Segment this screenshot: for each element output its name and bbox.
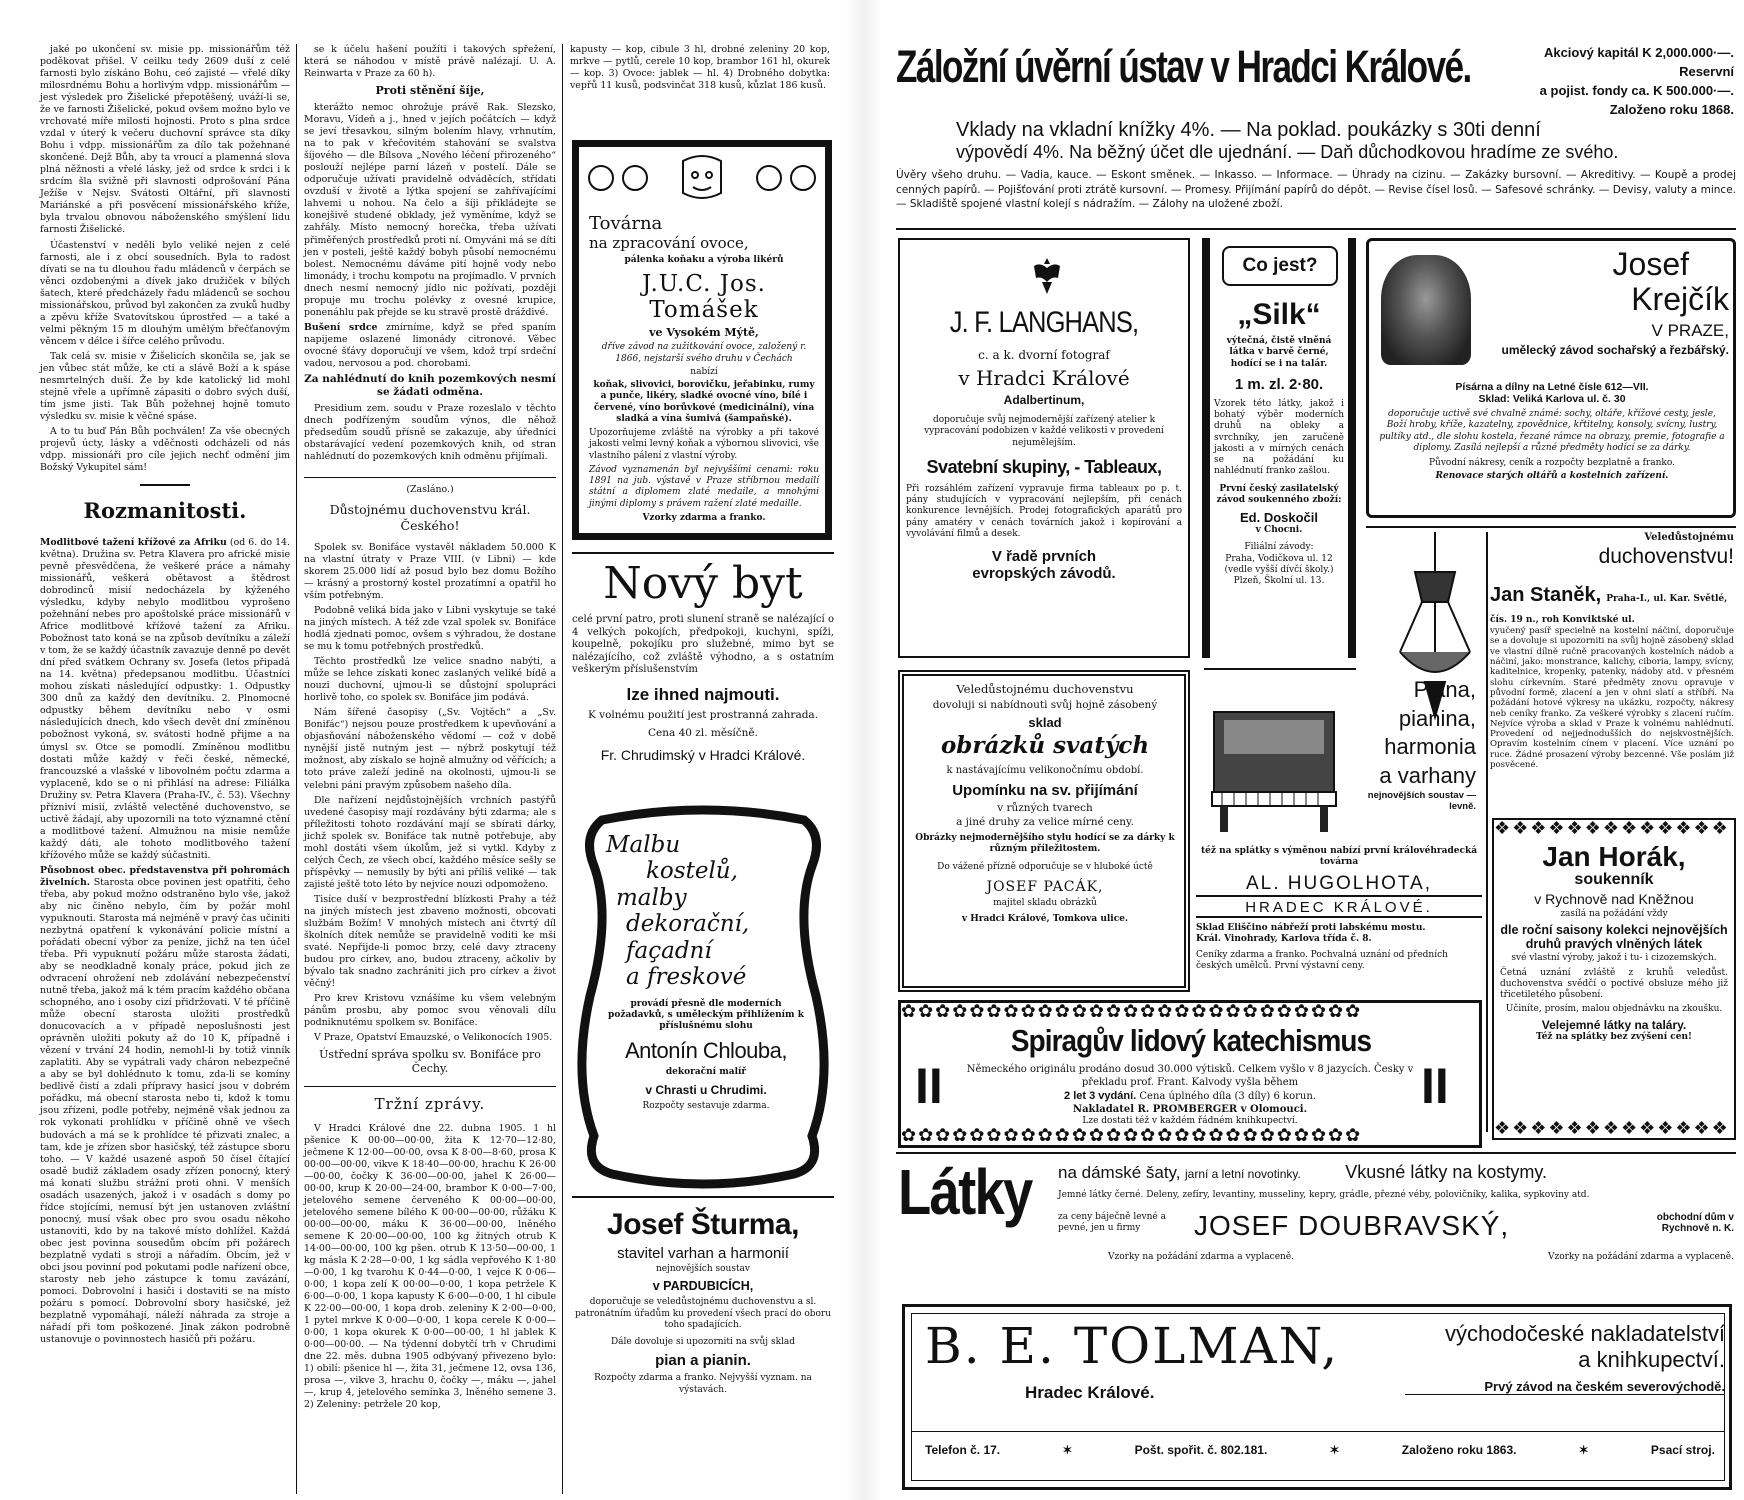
bank-title: Záložní úvěrní ústav v Hradci Králové.	[896, 41, 1471, 92]
ad-line: Učiníte, prosím, malou objednávku na zkoušku.	[1505, 1003, 1723, 1014]
ad-novy-byt	[572, 560, 834, 790]
ad-price: Cena 40 zl. měsíčně.	[648, 726, 758, 739]
column-rule	[562, 44, 563, 1494]
silk-question: Co jest?	[1222, 246, 1338, 286]
ad-line: obchodní dům v Rychnově n. K.	[1656, 1212, 1734, 1234]
ad-place: v PARDUBICÍCH,	[652, 1279, 754, 1294]
ad-line: sklad	[1028, 715, 1062, 730]
ad-place: v Chrasti u Chrudimi.	[645, 1082, 767, 1097]
article-text: Nám šířené časopisy („Sv. Vojtěch“ a „Sv. Bonifác“) nejsou pouze prostředkem k upevňování a objasňování náboženského vědomí — což v době nynější jistě nutným jest — nýbrž poskytují též možnost, aby získalo se hojně almužny od věřících; a toto práve zaleží jedině na okolnosti, ujmou-li se velebni páni pravým způsobem našeho díla.	[304, 707, 556, 791]
ornament-border: ❖❖❖❖❖❖❖❖❖❖❖❖❖	[1494, 818, 1730, 839]
ad-catalog: Původní nákresy, ceník a rozpočty bezplatně a franko.	[1429, 458, 1675, 468]
roman-numeral: II	[915, 1058, 943, 1114]
article-heading: Působnost obec. představenstva při pohromách živelních.	[40, 864, 290, 888]
ad-name: B. E. TOLMAN,	[925, 1317, 1340, 1375]
ad-street: Adalbertinum,	[1003, 393, 1085, 407]
ad-title: Továrna	[589, 213, 663, 234]
ad-line: pianina,	[1398, 705, 1476, 731]
ad-line: za ceny báječně levné a pevné, jen u firmy	[1058, 1212, 1166, 1234]
ornament-border	[585, 153, 819, 203]
ad-text: doporučuje uctivě své chvalně známé: sochy, oltáře, křížové cesty, jesle, Boží hroby, kříže, kazatelny, zpovědnice, křtitelny, konsoly, svícny, lustry, pultíky atd., dle slohu kostela, řezané rámce na obrazy, premie, fotografie a diplomy. Zasílá nejlepší a různé předměty hodící se za dárky.	[1379, 409, 1725, 453]
ad-line: Četná uznání zvláště z kruhů veledůst. duchovenstva svědčí o poctivé obsluze mého již třicetiletého působení.	[1500, 967, 1728, 1001]
article-text: Účastenství v neděli bylo veliké nejen z celé farnosti, ale i z obcí sousedních. Byla to radost dívati se na tu dlouhou řadu mládenců v čerpách se věnci ozdobenými a dívek jako družiček v bílých šatech, které předcházely řadu mládenců se sochou missionářskou, průvod byl zakončen za zvuků hudby a zpěvu kříže Svatovítskou úprostřed — a také a velmi pěkným 15 m dlouhým umělým břečťanovým věncem v délce i šířce celého průvodu.	[40, 239, 290, 347]
ad-role: dekorační malíř	[665, 1067, 747, 1078]
ad-title: Nový byt	[603, 558, 803, 609]
article-text: Tak celá sv. misie v Žišelicích skončila se, jak se jen vůbec stát může, ke cti a slávě Boží a k spáse nesmrtelných duší. Že by kde katolický lid mohl stejně vřele a upřímně zápasiti o dobro svých duší, tím jsme jisti. Tak Bůh požehnej hojně tomuto výsledku sv. misie k věčné spáse.	[40, 350, 290, 422]
ad-line: malby	[616, 884, 687, 911]
ad-line: Veledůstojnému	[1644, 532, 1734, 543]
ad-title: Látky	[898, 1156, 1032, 1228]
column-rule	[1486, 532, 1488, 1132]
ad-name: Krejčík	[1631, 281, 1729, 318]
ad-role: c. a k. dvorní fotograf	[978, 348, 1110, 362]
ad-name: Jan Horák,	[1542, 841, 1686, 872]
ad-role: stavitel varhan a harmonií	[617, 1245, 789, 1262]
ad-line: Do vážené přízně odporučuje se v hluboké úctě	[937, 861, 1153, 872]
article-text: Podobně veliká bída jako v Libni vyskytuje se také na jiných místech. A též zde vzal spolek sv. Bonifáce hodlá zjednati pomoc, ovšem s výhradou, že dostane se mu k tomu potřebných prostředků.	[304, 605, 556, 653]
ad-line: Piana,	[1413, 677, 1476, 702]
ad-line: pálenka koňaku a výroba likérů	[624, 255, 784, 265]
ad-groups: Svatební skupiny, - Tableaux,	[926, 456, 1162, 477]
ad-chlouba	[572, 806, 834, 1186]
article-text: Tisíce duší v bezprostřední blízkosti Prahy a též na jiných místech jest zbaveno možnosti, obcovati službám Božím! V mnohých místech ani čtvrtý díl školních dítek nemůže se pravidelně voditi ke mši svaté. Nepřijde-li pomoc brzy, celé davy ztraceny budou pro církev, ano, budou ztraceny, ačkoliv by bývalo tak snadno zachrániti jich pro církev a život věčný!	[304, 893, 556, 990]
ad-budget: Rozpočty sestavuje zdarma.	[642, 1100, 770, 1111]
market-title: Tržní zprávy.	[374, 1095, 486, 1114]
article-text: Těchto prostředků lze velice snadno nabýti, a může se lehce získati konec zaslaných veliké bídě a nouzi duchovní, ujmou-li se důstojní spolupráci horlivě toho, co spolek sv. Bonifáce jim podává.	[304, 656, 556, 704]
ad-address: Písárna a dílny na Letné čísle 612—VII.	[1455, 381, 1649, 393]
ad-city: V PRAZE,	[1651, 321, 1729, 341]
column-rule	[296, 44, 297, 1494]
ad-line: Vkusné látky na kostymy.	[1345, 1162, 1548, 1182]
bank-rates-line: výpovědí 4%. Na běžný účet dle ujednání. — Daň důchodkovou hradíme ze svého.	[956, 142, 1619, 162]
ad-products: koňak, slivovici, borovičku, jeřabinku, rumy a punče, likéry, sladké ovocné víno, bílé i červené, víno borůvkové (medicinální), vína sladká a vína šumivá (šampaňské).	[593, 380, 815, 424]
ad-text: celé první patro, proti slunení straně se nalézající o 4 velkých pokojích, předpokoji, kuchyni, spíži, koupelně, pokojíku pro služebné, mimo byt se nalézajícího, což zvláště výhodno, a s ostatním veškerým příslušenstvím	[572, 614, 834, 676]
ad-publisher: Nakladatel R. PROMBERGER v Olomouci.	[1072, 1104, 1308, 1116]
ad-line: Též na splátky bez zvýšení cen!	[1536, 1031, 1692, 1042]
ornament-border: ❖❖❖❖❖❖❖❖❖❖❖❖❖	[1494, 1118, 1730, 1139]
divider	[1366, 526, 1736, 528]
market-continued	[570, 44, 830, 106]
article-heading: Modlitbové tažení křížové za Afriku	[40, 536, 227, 548]
ad-products: pian a pianin.	[655, 1352, 751, 1370]
ad-line: Cena úplného díla (3 díly) 6 korun.	[1139, 1091, 1316, 1102]
bank-reserve: Reservní	[1679, 63, 1734, 79]
ad-line: zasílá na požádání vždy	[1560, 909, 1668, 920]
ornament-border: ✿✿✿✿✿✿✿✿✿✿✿✿✿✿✿✿✿✿✿✿✿✿✿✿✿✿✿	[901, 1001, 1363, 1022]
article-text: Pro krev Kristovu vznášíme ku všem velebným pánům prosbu, aby pomoc svou věnovali dílu podniknutému spolkem sv. Bonifáce.	[304, 993, 556, 1029]
ad-tolman	[902, 1304, 1732, 1490]
market-text: kapusty — kop, cibule 3 hl, drobné zeleniny 20 kop, mrkve — pytlů, cerele 10 kop, brambor 161 hl, okurek — kop. 3) Ovoce: jablek — hl. 4) Drobného dobytka: vepřů 11 kusů, podsvinčat 318 kusů, kůzlat 186 kusů.	[570, 44, 830, 92]
ad-place: ve Vysokém Mýtě,	[649, 326, 759, 340]
article-heading: Proti stěnění šíje,	[375, 84, 485, 98]
ad-line: Lze dostati též v každém řádném knihkupectví.	[1082, 1116, 1298, 1127]
ad-firm: První český zasilatelský závod soukenného zboží:	[1216, 483, 1342, 505]
ad-text: doporučuje svůj nejmodernější zařízený atelier k vypracování podobizen v každé velikosti v provedení nejumělejším.	[924, 415, 1164, 448]
article-heading: Bušení srdce	[304, 321, 378, 333]
zaslano-label: (Zasláno.)	[406, 483, 454, 495]
ad-desc: výtečná, čistě vlněná látka v barvě černé, hodící se i na talár.	[1226, 336, 1332, 369]
article-text: Spolek sv. Bonifáce vystavěl nákladem 50.000 K na vlastní útraty v Praze VIII. (v Libni) — kde skorem 25.000 lidí až posud bylo bez domu Božího — krásný a prostorný kostel prozatímní a opatřil ho vším potřebným.	[304, 541, 556, 602]
ad-line: Obrázky nejmodernějšího stylu hodící se za dárky k různým příležitostem.	[915, 833, 1175, 855]
ad-line: Prvý závod na českém severovýchodě.	[1405, 1379, 1725, 1395]
ad-line: Upomínku na sv. přijímání	[952, 782, 1138, 799]
ad-terms: též na splátky s výměnou nabízí první královéhradecká továrna	[1200, 846, 1478, 868]
ad-line: a jiné druhy za velice mírné ceny.	[956, 816, 1134, 828]
article-text: V Praze, Opatství Emauzské, o Velikonocích 1905.	[314, 1032, 553, 1044]
ad-name: Jan Staněk,	[1490, 584, 1602, 606]
divider	[304, 477, 556, 478]
divider	[1204, 668, 1356, 670]
ad-tomasek	[572, 140, 832, 540]
ad-since: dříve závod na zužitkování ovoce, založený r. 1866, nejstarší svého druhu v Čechách	[601, 342, 807, 364]
sculpture-image	[1381, 255, 1471, 365]
ad-line: své vlastní výroby, jakož i tu- i cizozemských.	[1511, 952, 1717, 963]
ad-cta: lze ihned najmouti.	[626, 684, 780, 704]
ad-factory: Král. Vinohrady, Karlova třída č. 8.	[1196, 933, 1372, 944]
ad-name: Josef	[1612, 246, 1689, 282]
ad-address: Praha-I., ul. Kar. Světlé, čís. 19 n., roh Konviktské ul.	[1490, 594, 1728, 625]
ad-line: Malbu	[606, 832, 681, 858]
ad-line: Jemné látky černé. Deleny, zefíry, levantiny, musseliny, kepry, grádle, přezné véby, polovičníky, kalika, sypkoviny atd.	[1058, 1190, 1590, 1200]
ad-price: 1 m. zl. 2·80.	[1234, 375, 1324, 393]
ad-line: 2 let 3 vydání.	[1064, 1090, 1137, 1102]
ad-subtitle: na zpracování ovoce,	[589, 234, 749, 252]
ad-name: Antonín Chlouba,	[624, 1038, 788, 1064]
ad-firm: JOSEF DOUBRAVSKÝ,	[1194, 1210, 1510, 1241]
ad-store: Sklad Eliščino nábřeží proti labskému mostu.	[1196, 922, 1426, 933]
ad-line: kostelů,	[646, 858, 738, 885]
ad-latky	[898, 1156, 1736, 1296]
ad-offers: nabízí	[690, 366, 718, 377]
eagle-emblem	[1030, 256, 1064, 296]
ad-garden: K volnému použití jest prostranná zahrada.	[587, 708, 819, 721]
ad-name2: Ed. Doskočil	[1239, 510, 1319, 525]
ad-newest: nejnovějších soustav — levně.	[1367, 790, 1476, 813]
ad-samples: Vzorky zdarma a franko.	[642, 512, 766, 523]
ad-line: Vzorky na požádání zdarma a vyplaceně.	[1108, 1252, 1295, 1262]
ad-sturma	[572, 1208, 834, 1490]
bank-capital: Akciový kapitál K 2,000.000·—.	[1543, 45, 1734, 60]
ad-city: v Chocni.	[1255, 525, 1303, 535]
ad-footer: Rozpočty zdarma a franko. Nejvyšší vyznam. na výstavách.	[594, 1373, 812, 1395]
divider	[896, 1152, 1736, 1154]
ad-line: na dámské šaty,	[1058, 1163, 1181, 1182]
ad-text: Vzorek této látky, jakož i bohatý výběr moderních druhů na obleky a svrchníky, jen zaručeně jakosti a v mírných cenách se na požádání ku nahlédnutí franko zašlou.	[1214, 398, 1344, 477]
ad-title: Spiragův lidový katechismus	[1010, 1023, 1372, 1058]
bank-services: Úvěry všeho druhu. — Vadia, kauce. — Eskont směnek. — Inkasso. — Informace. — Úhrady na cizinu. — Zakázky bursovní. — Akreditivy. — Koupě a prodej cenných papírů. — Pojišťování proti ztrátě kursovní. — Promesy. Přijímání papírů do dépôt. — Revise čísel losů. — Safesové schránky. — Devisy, valuty a mince. — Skladiště spojené vlastní kolejí s nádražím. — Zálohy na uložené zboží.	[896, 169, 1736, 211]
ad-line: a varhany	[1379, 762, 1476, 788]
article-text: se k účelu hašení použíti i takových spřežení, která se náhodou v místě právě nalézají. U. A. Reinwarta v Praze za 60 h).	[304, 44, 556, 80]
letter-title: Důstojnému duchovenstvu král. Českého!	[329, 501, 531, 533]
ad-line: harmonia	[1384, 734, 1476, 760]
divider	[304, 1086, 556, 1087]
bank-rates-line: Vklady na vkladní knížky 4%. — Na poklad. poukázky s 30ti denní	[956, 119, 1541, 141]
article-heading: Za nahlédnutí do knih pozemkových nesmí se žádati odměna.	[304, 372, 556, 399]
ad-place: v Hradci Králové	[958, 366, 1130, 390]
column-2	[304, 44, 556, 1494]
ad-city: v Rychnově nad Kněžnou	[1534, 891, 1694, 908]
ad-line: dekorační,	[626, 911, 750, 938]
divider	[572, 552, 834, 554]
ad-awards: Závod vyznamenán byl nejvyššími cenami: roku 1891 na jub. výstavě v Praze stříbrnou medailí státní a diplomem zlaté medaile, a mnohými jinými diplomy s právem ražení zlaté medaille.	[589, 464, 819, 509]
ad-line: dovoluji si nabídnouti svůj hojně zásobený	[932, 699, 1158, 711]
ad-text: vyučený pasíř specielně na kostelní náčiní, doporučuje se a dovoluje si upozorniti na svůj hojně zásobený sklad ve vlastní dílně ručně pracovaných kostelních nádob a náčiní, jako: monstrance, kalichy, ciboria, lampy, svícny, kaditelnice, kropenky, patenky, nádoby atd. v přesném slohu církevním. Staré předměty znovu opravuje v původní formě, zlacení a jen v ohni slatí a stříbří. Na požádání hotové výkresy na ukázku, rozpočty, nákresy neb ceníky franko. Za veškeré výrobky s zlacení ručím. Nejvíce výroba a sklad v Praze k volnému nahlédnutí. Provedení od nejjednodušších do nejskvostnějších. Opravím kostelním cínem v placení. Více uznání po ruce. Žádné prosazení výroby bezcenné. Vše poslám již posvěcené.	[1490, 626, 1734, 771]
article-text: Starosta obce povinen jest opatřiti, čeho třeba, aby pokud možno odstraněno bylo vše, jakož aby nic činěno nebylo, čím by požár mohl vypuknouti. Starosta má nejméně v pravý čas učiniti nezbytná opatření k vykonávání policie místní a pořádati obecní výbor za peníze, jichž na ten účel třeba. Při vypuknutí požáru může starosta žádati, aby se neodkladně konaly práce, pokud jich ze odvracení ohrožení neb zdolávání nebezpečenství nutně třeba, jakož má k tém pracím každého občana schopného, ano i osoby cizí přidržovati. V té příčině může obecní starosta uložiti prostředků donucovacích a v případě neposlušnosti jest oprávněn uložiti pokuty až do 10 K, případně i vězení v trvání 24 hodin, nemohl-li by totiž vinník zaplatiti. Aby se vypátrali vady cháron nebezpečné a aby se byl dohlédnuto k tomu, zda-li se komíny bedlivě čistí a zdali přípravy hasicí jsou v dobrém pořádku, má obecní starosta nebo ti, kdož k tomu jsou zřízeni, podle potřeby, nejméně však jednou za rok vykonati prohlídku v příčině ohně ve všech budovách a má se k prohlídce té přizvati znalec, a tam, kde je zřízen sbor hasičský, též zástupce sboru toho. — V každé usazené aspoň 50 čísel čítající osadě budiž základem osady zřízen ponocný, který má konati službu strážní proti ohni. V menších osadách usazených, jakož i v osadách s domy po řídce stojícími, nemusí být jen ustanoven zvláštní ponocný, musí však obec pro svou osadu někoho ustanoviti, kdo by na takové místo dohlížel. Každá obec jest povinna sousedům obcím při požárech bezplatně vydati s stroji a nářadím. Obcím, jež v obci jsou povinní pod pokutami podle nařízení obce, starosty neb jeho zástupce k tomu zavázání, pomoci. Dobrovolní i hasiči i dostaviti se na místo požáru s pomocí. Dobrovolní sbory hasičské, jež bezplatně vypomáhají, náleží náhrada za stroje a nářadí při tom poškozené. Jinak zákon podrobně ustanovuje o povinnostech hasičů při požáru.	[40, 876, 290, 1346]
ad-address: Sklad: Veliká Karlova ul. č. 30	[1478, 393, 1626, 405]
ad-founded: Založeno roku 1863.	[1401, 1443, 1517, 1457]
ad-spirago	[898, 1000, 1482, 1148]
article-text: A to tu buď Pán Bůh pochválen! Za vše obecných projevů úcty, lásky a vděčnosti odcházeli od nás vdpp. missionáři pro cíle jejich nechť odmění jim Božský Vykupitel sám!	[40, 425, 290, 474]
ad-claim: V řadě prvních	[991, 548, 1097, 565]
ad-branches: Filiální závody:	[1244, 542, 1314, 553]
ad-line: Německého originálu prodáno dosud 30.000 výtisků. Celkem vyšlo v 8 jazycích. Česky v překladu prof. Frant. Kalvody vyšla během	[966, 1064, 1414, 1088]
ad-pacak	[898, 670, 1190, 992]
ad-renovation: Renovace starých oltářů a kostelních zařízení.	[1435, 471, 1669, 482]
letter-signature: Ústřední správa spolku sv. Bonifáce pro Čechy.	[319, 1048, 541, 1076]
ad-desc: umělecký závod sochařský a řezbářský.	[1501, 343, 1729, 358]
bank-founded: Založeno roku 1868.	[1609, 101, 1734, 117]
ad-langhans	[898, 238, 1190, 658]
piano-image	[1204, 704, 1344, 834]
ad-catalog: Ceníky zdarma a franko. Pochvalná uznání od předních českých umělců. První výstavní ceny.	[1196, 950, 1448, 972]
ad-role: majitel skladu obrázků	[993, 897, 1097, 908]
ad-line: jarní a letní novotinky.	[1184, 1167, 1301, 1181]
ad-line: Vzorky na požádání zdarma a vyplaceně.	[1547, 1252, 1734, 1262]
ad-city: HRADEC KRÁLOVÉ.	[1196, 899, 1482, 918]
ad-name: J.U.C. Jos. Tomášek	[642, 271, 766, 324]
ornament-border: ✿✿✿✿✿✿✿✿✿✿✿✿✿✿✿✿✿✿✿✿✿✿✿✿✿✿✿	[901, 1125, 1363, 1146]
ad-text: Při rozsáhlém zařízení vypravuje firma tableaux po p. t. pány studujících v vypracování nejlepším, při cenách konkurence levnějších. Prodej fotografických aparátů pro pány amatéry v cenách továrních jakož i kopírování a vyvolávání filmů a desek.	[906, 483, 1182, 539]
ad-line: a knihkupectví.	[1578, 1347, 1725, 1372]
divider-star: ✶	[1329, 1443, 1340, 1457]
ad-line: façadní	[626, 937, 712, 964]
divider	[140, 484, 190, 486]
divider-star: ✶	[1062, 1443, 1073, 1457]
article-text: Presidium zem. soudu v Praze rozeslalo v těchto dnech podřízeným soudům výnos, dle něhož předsedům soudů přísně se zakazuje, aby úředníci obstarávající vedení pozemkových knih, od stran nahlédnutí do pozemkových knih odměnu přijímali.	[304, 402, 556, 462]
article-text: kterážto nemoc ohrožuje právě Rak. Slezsko, Moravu, Vídeň a j., hned v jejích počátcích — když se jeví třesavkou, silným bolením hlavy, vrhnutím, na to pak v křečovitém stahování se svalstva šíjového — dle Bílsova „Nového léčení přirozeného“ poslouží nejlépe parní lázeň v postelí. Dále se odporučuje užívati pravidelně odváděcích, střídati ovzduší v životě a lýtka spojení se zahřívajícími lahvemi u nohou. Na čelo a šíji přikládejte se konejšivě studené obklady, jež vyměníme, když se zahřály. Místo nemocný horečka, třeba užívati přiměřených prostředků proti ní. Omyváni má se díti jen v posteli, ještě každý bobyh působí nemocnému bolest. Nemocnému dáváme pití hojně vody nebo limonády, i trochu kompotu na projímadlo. V prvních dnech nesmí nemocný jídlo nic požívati, později propuje mu trochu polévky z ovesné krupice, ponenáhlu pak přejde se ku stravě prostě dráždivé.	[304, 102, 556, 318]
ad-title: obrázků svatých	[940, 732, 1150, 759]
ad-line: k nastávajícímu velikonočnímu období.	[946, 765, 1144, 776]
ad-sub: nejnovějších soustav	[655, 1264, 751, 1274]
divider-star: ✶	[1578, 1443, 1589, 1457]
ad-line: Velejemné látky na taláry.	[1541, 1017, 1687, 1032]
column-1	[40, 44, 290, 1494]
ad-note: Upozorňujeme zvláště na výrobky a při takové jakosti velmi levný koňak a výbornou slivovici, vše vlastního pálení z vlastní výroby.	[589, 428, 819, 461]
ad-silk	[1202, 238, 1356, 658]
ad-name: „Silk“	[1237, 298, 1321, 331]
ad-press: Psací stroj.	[1650, 1443, 1715, 1457]
ad-contact: Fr. Chrudimský v Hradci Králové.	[600, 746, 806, 763]
ad-note: Dále dovoluje si upozorniti na svůj sklad	[610, 1337, 796, 1347]
ad-role: soukenník	[1574, 871, 1654, 889]
ad-branch-plzen: Plzeň, Školní ul. 13.	[1233, 576, 1325, 586]
article-text: (od 6. do 14. května). Družina sv. Petra Klavera pro africké misie pevně přesvědčena, že veškeré práce a námahy missionářů, veškerá obětavost a štědrost dobrodinců misií nedocházela by kýženého výsledku, kdyby nebylo modlitbou vyprošeno požehnání nebes pro apoštolské práce missionářů v Africe modlitbové křížové tažení za Afriku. Pobožnost tato koná se na způsob devítníku a záleží v tom, že se každý účastník zavazuje denně po devět dní před svátkem Ochrany sv. Josefa (letos připadá na 14. května) předepsanou modlitbu. Účastníci mohou získati následující odpustky: 1. Odpustky 300 dnů za každý den devítníku. 2. Plnomocné odpustky během devítníku nebo v osmi následujících dnech, kdo všech devět dní zmíněnou pobožnost vykoná, sv. svátosti hodně přijme a na úmysl sv. Otce se pomodlí. Zmíněnou modlitbu dostati může každý v řeči české, německé, francouzské a vlašské v libovolném počtu zdarma a vyplaceně, kdo se o ni přihlásí na adrese: Filiálka Družiny sv. Petra Klavera (Praha-IV., č. 53). Všechny přízniví misií, zvláště velectěné duchovenstvo, se uctivě žádají, aby upozornili na toto významné ctění a modlitbové tažení. Almužnou na misie nemůže každý dáti, ale tohoto modlitbového tažení křížového může se každý súčastniti.	[40, 536, 291, 861]
ad-line: v různých tvarech	[997, 802, 1093, 814]
ad-line: duchovenstvu!	[1598, 545, 1734, 568]
roman-numeral: II	[1421, 1058, 1449, 1114]
article-text: jaké po ukončení sv. misie pp. missionářům též poděkovat přišel. V ceilku tedy 2609 duší z celé farnosti bylo získáno Bohu, ceó zajisté — vřelé díky milosrdnému Bohu a horlivým vdpp. missionářům — jest výsledek pro Žišelické přepotěšený, uváží-li se, že ve farnosti Žišelické, pokud ovšem možno bylo ve vrchovaté míře milosti hojnosti. Proto s plna srdce vzdal v úterý k večeru duchovní správce sta díky Bohu i vdpp. missionářům za dílo tak požehnané skončené. Dejž Bůh, aby ta vroucí a plamenná slova plná něžnosti a vřelé lásky, jež od srdce k srdci i k srdcím šla svižně při slavnosti odprošování Pána Ježíše v Nejsv. Svátosti Oltářní, při slavnosti Mariánské a při posvěcení missionářského kříže, byla trvalou obnovou náboženského smýšlení lidu farnosti Žišelické.	[40, 44, 290, 236]
ad-text: doporučuje se veledůstojnému duchovenstvu a sl. patronátním úřadům ku provedení všech prací do oboru toho spadajících.	[574, 1297, 832, 1330]
ad-line: dle roční saisony kolekci nejnovějších druhů pravých vlněných látek	[1500, 922, 1728, 951]
ad-name: JOSEF PACÁK,	[986, 878, 1104, 895]
ad-name: J. F. LANGHANS,	[949, 306, 1139, 339]
ad-place: v Hradci Králové, Tomkova ulice.	[961, 914, 1129, 924]
article-text: zmírníme, když se před spaním napijeme oslazené limonády citronové. Věbec ovocné šťávy doporučují ve všem, kdož trpí srdeční vadou, nervosou a pod. chorobami.	[304, 321, 556, 369]
ad-line: východočeské nakladatelství	[1444, 1321, 1725, 1346]
ad-name: AL. HUGOLHOTA,	[1196, 873, 1482, 897]
ad-bank	[896, 40, 1736, 225]
ad-line: Veledůstojnému duchovenstvu	[956, 682, 1134, 696]
ad-horak	[1492, 818, 1736, 1140]
section-heading: Rozmanitosti.	[83, 498, 247, 524]
ad-branch-praha: Praha, Vodičkova ul. 12 (vedle vyšší dívčí školy.)	[1224, 553, 1334, 575]
ad-city: Hradec Králové.	[1025, 1383, 1155, 1402]
ad-line: a freskové	[626, 964, 747, 991]
divider	[896, 228, 1736, 230]
market-text: V Hradci Králové dne 22. dubna 1905. 1 hl pšenice K 00·00—00·00, žita K 12·70—12·80, ječmene K 12·00—00·00, ovsa K 8·00—8·60, prosa K 00·00—00·00, vikve K 18·40—00·00, hrachu K 26·00—00·00, čočky K 36·00—00·00, jahel K 26·00—00·00, krup K 20·00—24·00, brambor K 0·00—7·00, jetelového semene červeného K 00·00—00·00, jetelového semene bílého K 00·00—00·00, růžáku K 00·00—00·00, máku K 36·00—00·00, lněného semene K 20·00—00·00, 100 kg žitných otrub K 14·00—00·00, 100 kg pšen. otrub K 13·50—00·00, 1 kg másla K 2·28—0·00, 1 kg sádla vepřového K 1·80—0·00, 1 kg tvarohu K 0·44—0·00, 1 vejce K 0·06—0·00, 1 kopa zelí K 00·00—0·00, 1 kopa petržele K 6·00—0·00, 1 kopa kapusty K 6·00—0·00, 1 hl cibule K 22·00—00·00, 1 kopa drob. zeleniny K 2·00—0·00, 1 pytel mrkve K 0·00—0·00, 1 kopa cerele K 0·00—0·00, 1 kopa okurek K 0·00—00·00, 1 hl jablek K 0·00—00·00. — Na týdenní dobytčí trh v Chrudimi dne 22. měs. dubna 1905 odbývaný přivezeno bylo: 1) obilí: pšenice hl —, žita 31, ječmene 12, ovsa 136, prosa —, vikve 3, hrachu 0, čočky —, máku —, jahel —, krup 4, jetelového semínka 3, lněného semene 3. 2) Zeleniny: petržele 20 kop,	[304, 1122, 556, 1411]
divider	[572, 1196, 834, 1198]
ad-krejcik	[1366, 238, 1736, 518]
ad-claim: evropských závodů.	[972, 565, 1116, 582]
page-gutter	[846, 0, 882, 1500]
ad-phone: Telefon č. 17.	[925, 1443, 1001, 1457]
article-text: Dle nařízení nejdůstojnějších vrchních pastýřů uvedené časopisy mají rozdávány býti zdarma; ale s příležitosti tohoto rozdávání mají se sbírati dárky, jichž spolek sv. Bonifáce tak nutně potřebuje, aby mohl dostáti všem úkolům, jež si vytkl. Kdyby z celých Čech, ze všech obcí, každého měsíce sešly se příspěvky — nemusily by býti ani příliš veliké — tak zajisté ještě toto léto by nejvíce nouzi odpomoženo.	[304, 794, 556, 890]
bank-reserve-funds: a pojist. fondy ca. K 500.000·—.	[1539, 82, 1734, 98]
ad-post: Pošt. spořit. č. 802.181.	[1134, 1443, 1268, 1457]
ad-desc: provádí přesně dle moderních požadavků, s uměleckým přihlížením k příslušnému slohu	[608, 998, 804, 1032]
ad-name: Josef Šturma,	[607, 1208, 799, 1241]
